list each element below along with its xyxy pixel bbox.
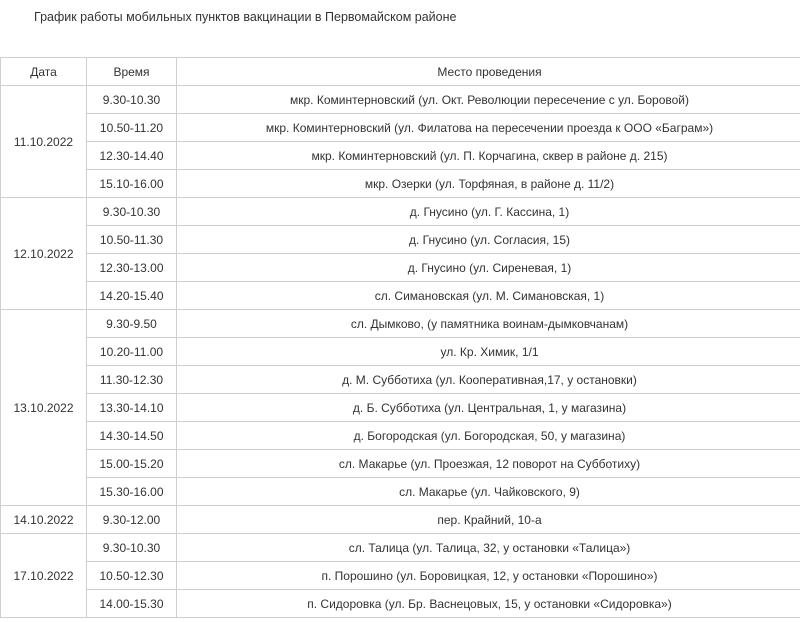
- place-cell: сл. Макарье (ул. Проезжая, 12 поворот на Субботиху): [177, 450, 800, 478]
- time-cell: 15.10-16.00: [87, 170, 177, 198]
- table-row: [1, 114, 800, 142]
- time-cell: 10.50-11.20: [87, 114, 177, 142]
- place-cell: пер. Крайний, 10-а: [177, 506, 800, 534]
- page-title: График работы мобильных пунктов вакцинации в Первомайском районе: [34, 10, 457, 24]
- place-cell: мкр. Коминтерновский (ул. Филатова на пересечении проезда к ООО «Баграм»): [177, 114, 800, 142]
- table-row: [1, 282, 800, 310]
- time-cell: 14.00-15.30: [87, 590, 177, 618]
- place-cell: д. М. Субботиха (ул. Кооперативная,17, у остановки): [177, 366, 800, 394]
- time-cell: 9.30-12.00: [87, 506, 177, 534]
- table-row: [1, 534, 800, 562]
- table-row: [1, 142, 800, 170]
- place-cell: сл. Симановская (ул. М. Симановская, 1): [177, 282, 800, 310]
- time-cell: 9.30-10.30: [87, 86, 177, 114]
- table-header-row: [1, 58, 800, 86]
- place-cell: д. Гнусино (ул. Г. Кассина, 1): [177, 198, 800, 226]
- column-header-place: Место проведения: [177, 58, 800, 86]
- date-cell: 11.10.2022: [1, 86, 87, 198]
- table-row: [1, 478, 800, 506]
- table-row: [1, 254, 800, 282]
- time-cell: 14.30-14.50: [87, 422, 177, 450]
- table-row: [1, 450, 800, 478]
- time-cell: 14.20-15.40: [87, 282, 177, 310]
- time-cell: 13.30-14.10: [87, 394, 177, 422]
- vaccination-schedule-table: [0, 57, 800, 618]
- time-cell: 12.30-14.40: [87, 142, 177, 170]
- table-row: [1, 366, 800, 394]
- time-cell: 9.30-9.50: [87, 310, 177, 338]
- time-cell: 9.30-10.30: [87, 198, 177, 226]
- time-cell: 10.50-12.30: [87, 562, 177, 590]
- table-row: [1, 562, 800, 590]
- time-cell: 12.30-13.00: [87, 254, 177, 282]
- column-header-date: Дата: [1, 58, 87, 86]
- place-cell: сл. Макарье (ул. Чайковского, 9): [177, 478, 800, 506]
- table-row: [1, 310, 800, 338]
- table-row: [1, 422, 800, 450]
- place-cell: сл. Дымково, (у памятника воинам-дымковчанам): [177, 310, 800, 338]
- column-header-time: Время: [87, 58, 177, 86]
- table-row: [1, 506, 800, 534]
- time-cell: 15.30-16.00: [87, 478, 177, 506]
- place-cell: сл. Талица (ул. Талица, 32, у остановки «Талица»): [177, 534, 800, 562]
- time-cell: 15.00-15.20: [87, 450, 177, 478]
- date-cell: 12.10.2022: [1, 198, 87, 310]
- place-cell: мкр. Озерки (ул. Торфяная, в районе д. 11/2): [177, 170, 800, 198]
- table-row: [1, 338, 800, 366]
- table-body: [1, 86, 800, 618]
- table-row: [1, 198, 800, 226]
- date-cell: 17.10.2022: [1, 534, 87, 618]
- place-cell: д. Богородская (ул. Богородская, 50, у магазина): [177, 422, 800, 450]
- date-cell: 13.10.2022: [1, 310, 87, 506]
- time-cell: 9.30-10.30: [87, 534, 177, 562]
- place-cell: ул. Кр. Химик, 1/1: [177, 338, 800, 366]
- place-cell: п. Сидоровка (ул. Бр. Васнецовых, 15, у остановки «Сидоровка»): [177, 590, 800, 618]
- table-row: [1, 226, 800, 254]
- table-row: [1, 590, 800, 618]
- time-cell: 10.20-11.00: [87, 338, 177, 366]
- table-row: [1, 86, 800, 114]
- table-row: [1, 394, 800, 422]
- place-cell: д. Гнусино (ул. Сиреневая, 1): [177, 254, 800, 282]
- place-cell: д. Гнусино (ул. Согласия, 15): [177, 226, 800, 254]
- place-cell: д. Б. Субботиха (ул. Центральная, 1, у магазина): [177, 394, 800, 422]
- place-cell: мкр. Коминтерновский (ул. Окт. Революции пересечение с ул. Боровой): [177, 86, 800, 114]
- place-cell: мкр. Коминтерновский (ул. П. Корчагина, сквер в районе д. 215): [177, 142, 800, 170]
- date-cell: 14.10.2022: [1, 506, 87, 534]
- place-cell: п. Порошино (ул. Боровицкая, 12, у остановки «Порошино»): [177, 562, 800, 590]
- time-cell: 10.50-11.30: [87, 226, 177, 254]
- time-cell: 11.30-12.30: [87, 366, 177, 394]
- table-row: [1, 170, 800, 198]
